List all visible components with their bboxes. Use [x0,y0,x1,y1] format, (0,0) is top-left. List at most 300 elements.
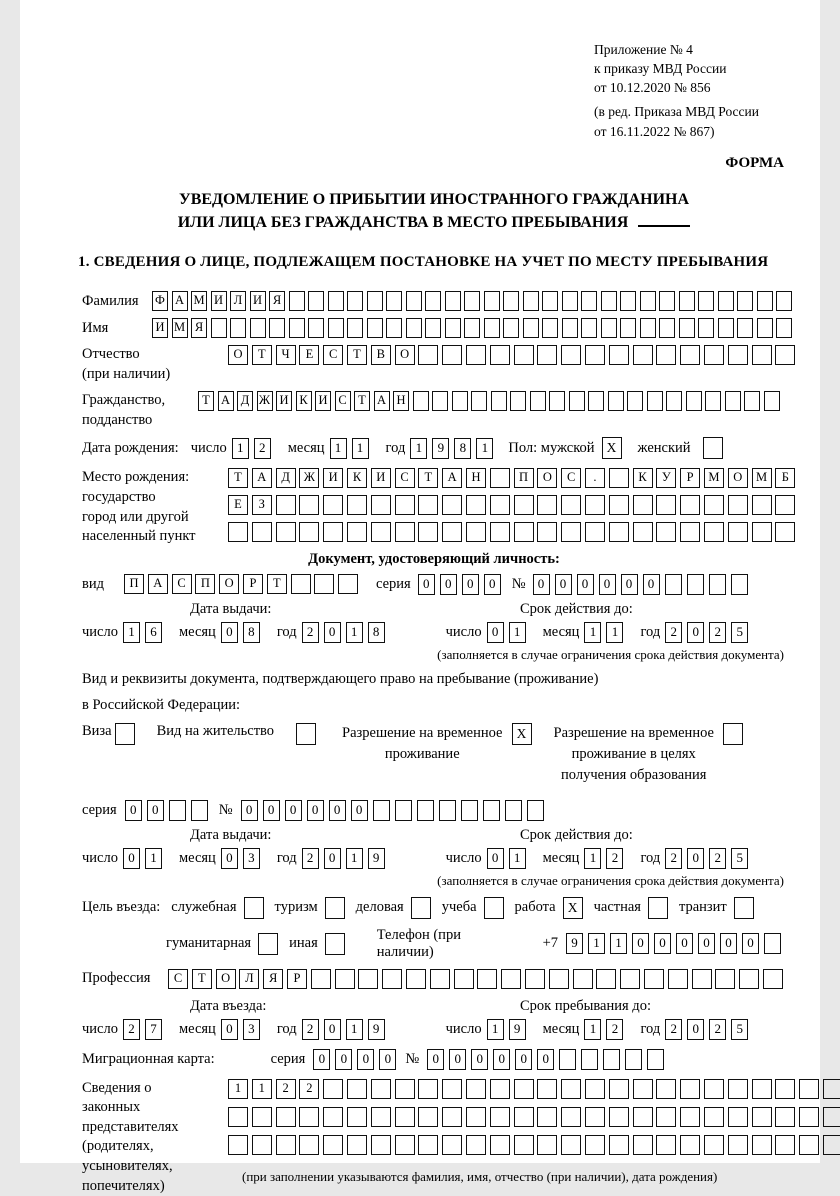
char-cell[interactable]: 1 [487,1019,504,1040]
char-cell[interactable] [406,969,426,989]
char-cell[interactable] [464,318,480,338]
char-cell[interactable] [752,1107,772,1127]
char-cell[interactable] [679,291,695,311]
char-cell[interactable]: В [371,345,391,365]
char-cell[interactable]: С [395,468,415,488]
char-cell[interactable]: 1 [606,622,623,643]
char-cell[interactable] [569,391,585,411]
char-cell[interactable] [413,391,429,411]
char-cell[interactable]: 2 [665,622,682,643]
temp-permit-checkbox[interactable]: X [512,723,532,745]
char-cell[interactable]: 7 [145,1019,162,1040]
char-cell[interactable] [585,1107,605,1127]
char-cell[interactable]: 8 [243,622,260,643]
char-cell[interactable] [633,522,653,542]
char-cell[interactable]: Д [276,468,296,488]
char-cell[interactable]: 1 [610,933,627,954]
char-cell[interactable] [537,1107,557,1127]
char-cell[interactable] [276,1135,296,1155]
char-cell[interactable] [371,522,391,542]
char-cell[interactable] [490,1079,510,1099]
char-cell[interactable] [491,391,507,411]
char-cell[interactable] [633,495,653,515]
char-cell[interactable] [705,391,721,411]
char-cell[interactable]: 1 [476,438,493,459]
char-cell[interactable] [537,1079,557,1099]
char-cell[interactable]: 2 [606,848,623,869]
char-cell[interactable] [668,969,688,989]
char-cell[interactable] [775,495,795,515]
char-cell[interactable]: А [148,574,168,594]
char-cell[interactable] [371,1107,391,1127]
char-cell[interactable]: И [152,318,168,338]
char-cell[interactable] [698,318,714,338]
char-cell[interactable]: 0 [221,848,238,869]
char-cell[interactable] [752,522,772,542]
char-cell[interactable] [323,1135,343,1155]
char-cell[interactable] [585,495,605,515]
char-cell[interactable] [752,1135,772,1155]
char-cell[interactable]: Ч [276,345,296,365]
char-cell[interactable] [609,495,629,515]
char-cell[interactable] [395,495,415,515]
char-cell[interactable] [585,345,605,365]
char-cell[interactable]: 5 [731,848,748,869]
char-cell[interactable] [608,391,624,411]
char-cell[interactable] [514,495,534,515]
char-cell[interactable] [744,391,760,411]
char-cell[interactable]: 3 [243,1019,260,1040]
char-cell[interactable] [799,1135,819,1155]
char-cell[interactable] [418,345,438,365]
char-cell[interactable] [228,522,248,542]
char-cell[interactable]: С [168,969,188,989]
edu-permit-checkbox[interactable] [723,723,743,745]
char-cell[interactable]: А [374,391,390,411]
char-cell[interactable]: 1 [123,622,140,643]
char-cell[interactable]: 0 [285,800,302,821]
char-cell[interactable]: Д [237,391,253,411]
char-cell[interactable] [466,522,486,542]
char-cell[interactable] [371,495,391,515]
char-cell[interactable] [728,495,748,515]
char-cell[interactable] [656,345,676,365]
char-cell[interactable] [269,318,285,338]
char-cell[interactable] [609,1107,629,1127]
char-cell[interactable] [442,495,462,515]
char-cell[interactable] [503,291,519,311]
char-cell[interactable] [561,522,581,542]
char-cell[interactable]: Т [252,345,272,365]
char-cell[interactable]: 5 [731,1019,748,1040]
char-cell[interactable] [562,318,578,338]
char-cell[interactable] [775,345,795,365]
char-cell[interactable] [776,291,792,311]
char-cell[interactable] [454,969,474,989]
char-cell[interactable]: 0 [493,1049,510,1070]
char-cell[interactable]: С [561,468,581,488]
char-cell[interactable] [757,318,773,338]
char-cell[interactable]: 0 [555,574,572,595]
char-cell[interactable] [466,495,486,515]
char-cell[interactable] [252,1135,272,1155]
char-cell[interactable] [581,291,597,311]
char-cell[interactable]: 0 [335,1049,352,1070]
char-cell[interactable]: 0 [643,574,660,595]
char-cell[interactable] [276,522,296,542]
char-cell[interactable] [418,1107,438,1127]
char-cell[interactable]: 9 [432,438,449,459]
char-cell[interactable] [347,1107,367,1127]
purpose-humanitarian-checkbox[interactable] [258,933,278,955]
char-cell[interactable] [737,291,753,311]
char-cell[interactable] [430,969,450,989]
char-cell[interactable] [228,1107,248,1127]
char-cell[interactable] [347,1079,367,1099]
char-cell[interactable]: 1 [509,622,526,643]
char-cell[interactable]: 0 [471,1049,488,1070]
char-cell[interactable] [514,1079,534,1099]
char-cell[interactable]: К [347,468,367,488]
char-cell[interactable] [633,1079,653,1099]
char-cell[interactable]: Т [347,345,367,365]
char-cell[interactable] [335,969,355,989]
char-cell[interactable] [347,522,367,542]
char-cell[interactable] [731,574,748,595]
char-cell[interactable]: 0 [742,933,759,954]
char-cell[interactable]: 2 [276,1079,296,1099]
char-cell[interactable]: 1 [584,1019,601,1040]
char-cell[interactable] [276,495,296,515]
char-cell[interactable] [418,495,438,515]
char-cell[interactable] [718,291,734,311]
char-cell[interactable]: 0 [313,1049,330,1070]
char-cell[interactable] [442,1107,462,1127]
char-cell[interactable] [501,969,521,989]
char-cell[interactable]: 3 [243,848,260,869]
char-cell[interactable] [609,1079,629,1099]
char-cell[interactable] [737,318,753,338]
char-cell[interactable] [386,318,402,338]
char-cell[interactable] [323,1107,343,1127]
char-cell[interactable]: Я [263,969,283,989]
char-cell[interactable]: Б [775,468,795,488]
char-cell[interactable]: 1 [232,438,249,459]
char-cell[interactable]: 0 [147,800,164,821]
char-cell[interactable] [620,969,640,989]
char-cell[interactable]: 0 [687,1019,704,1040]
char-cell[interactable]: У [656,468,676,488]
char-cell[interactable]: 0 [698,933,715,954]
char-cell[interactable] [527,800,544,821]
char-cell[interactable] [490,1135,510,1155]
char-cell[interactable] [211,318,227,338]
char-cell[interactable]: Е [228,495,248,515]
purpose-work-checkbox[interactable]: X [563,897,583,919]
char-cell[interactable]: 9 [509,1019,526,1040]
char-cell[interactable] [581,318,597,338]
char-cell[interactable] [549,391,565,411]
char-cell[interactable] [725,391,741,411]
char-cell[interactable]: Я [269,291,285,311]
char-cell[interactable]: 0 [307,800,324,821]
char-cell[interactable] [523,291,539,311]
char-cell[interactable]: М [191,291,207,311]
char-cell[interactable] [752,345,772,365]
char-cell[interactable]: 2 [302,848,319,869]
char-cell[interactable] [530,391,546,411]
sex-male-checkbox[interactable]: X [602,437,622,459]
char-cell[interactable]: 2 [606,1019,623,1040]
char-cell[interactable] [308,318,324,338]
purpose-private-checkbox[interactable] [648,897,668,919]
char-cell[interactable] [757,291,773,311]
char-cell[interactable]: П [514,468,534,488]
char-cell[interactable] [466,1107,486,1127]
char-cell[interactable] [609,522,629,542]
char-cell[interactable] [425,291,441,311]
char-cell[interactable]: О [728,468,748,488]
char-cell[interactable]: 0 [123,848,140,869]
visa-checkbox[interactable] [115,723,135,745]
char-cell[interactable] [505,800,522,821]
char-cell[interactable] [775,1079,795,1099]
char-cell[interactable] [656,495,676,515]
char-cell[interactable] [764,933,781,954]
purpose-commercial-checkbox[interactable] [411,897,431,919]
char-cell[interactable] [442,1135,462,1155]
char-cell[interactable]: А [252,468,272,488]
char-cell[interactable]: 0 [263,800,280,821]
purpose-tourism-checkbox[interactable] [325,897,345,919]
char-cell[interactable]: 0 [515,1049,532,1070]
char-cell[interactable] [728,1135,748,1155]
char-cell[interactable] [490,468,510,488]
char-cell[interactable] [799,1079,819,1099]
char-cell[interactable] [347,1135,367,1155]
char-cell[interactable]: 2 [709,848,726,869]
char-cell[interactable] [417,800,434,821]
char-cell[interactable]: 0 [676,933,693,954]
char-cell[interactable]: М [752,468,772,488]
char-cell[interactable] [514,1107,534,1127]
char-cell[interactable]: 0 [379,1049,396,1070]
char-cell[interactable] [442,522,462,542]
char-cell[interactable]: О [219,574,239,594]
char-cell[interactable]: 0 [324,848,341,869]
char-cell[interactable]: 0 [440,574,457,595]
char-cell[interactable] [609,1135,629,1155]
char-cell[interactable] [715,969,735,989]
char-cell[interactable] [471,391,487,411]
char-cell[interactable] [299,1135,319,1155]
char-cell[interactable]: 2 [302,622,319,643]
char-cell[interactable]: 1 [509,848,526,869]
char-cell[interactable]: И [250,291,266,311]
char-cell[interactable] [620,318,636,338]
char-cell[interactable] [358,969,378,989]
char-cell[interactable] [656,1107,676,1127]
char-cell[interactable]: 1 [346,848,363,869]
char-cell[interactable]: 0 [577,574,594,595]
char-cell[interactable] [704,345,724,365]
char-cell[interactable]: Т [267,574,287,594]
char-cell[interactable]: П [195,574,215,594]
char-cell[interactable] [775,1107,795,1127]
char-cell[interactable] [680,1107,700,1127]
char-cell[interactable]: 0 [221,622,238,643]
char-cell[interactable] [620,291,636,311]
char-cell[interactable]: З [252,495,272,515]
char-cell[interactable] [728,345,748,365]
char-cell[interactable] [466,345,486,365]
char-cell[interactable] [299,1107,319,1127]
char-cell[interactable]: С [323,345,343,365]
char-cell[interactable] [484,291,500,311]
char-cell[interactable] [603,1049,620,1070]
char-cell[interactable]: 2 [302,1019,319,1040]
char-cell[interactable] [609,345,629,365]
char-cell[interactable]: 0 [621,574,638,595]
char-cell[interactable] [561,1135,581,1155]
char-cell[interactable] [323,495,343,515]
char-cell[interactable]: 0 [487,848,504,869]
char-cell[interactable]: Л [230,291,246,311]
char-cell[interactable]: 2 [123,1019,140,1040]
char-cell[interactable] [656,522,676,542]
char-cell[interactable] [659,291,675,311]
sex-female-checkbox[interactable] [703,437,723,459]
char-cell[interactable] [308,291,324,311]
char-cell[interactable] [382,969,402,989]
char-cell[interactable] [640,318,656,338]
char-cell[interactable] [323,1079,343,1099]
char-cell[interactable]: О [537,468,557,488]
char-cell[interactable] [537,345,557,365]
char-cell[interactable] [514,345,534,365]
char-cell[interactable] [418,1135,438,1155]
char-cell[interactable] [490,1107,510,1127]
char-cell[interactable] [692,969,712,989]
char-cell[interactable]: 9 [566,933,583,954]
char-cell[interactable]: 0 [720,933,737,954]
char-cell[interactable] [228,1135,248,1155]
char-cell[interactable] [299,495,319,515]
char-cell[interactable] [823,1107,840,1127]
char-cell[interactable] [656,1079,676,1099]
char-cell[interactable] [728,1107,748,1127]
char-cell[interactable] [687,574,704,595]
char-cell[interactable] [647,1049,664,1070]
char-cell[interactable]: 0 [221,1019,238,1040]
char-cell[interactable] [679,318,695,338]
char-cell[interactable]: Н [393,391,409,411]
char-cell[interactable] [490,522,510,542]
char-cell[interactable] [609,468,629,488]
char-cell[interactable] [490,495,510,515]
char-cell[interactable]: Р [287,969,307,989]
char-cell[interactable] [680,495,700,515]
char-cell[interactable]: О [216,969,236,989]
char-cell[interactable] [647,391,663,411]
char-cell[interactable]: 0 [654,933,671,954]
char-cell[interactable] [395,800,412,821]
char-cell[interactable] [395,522,415,542]
char-cell[interactable] [432,391,448,411]
char-cell[interactable]: 0 [537,1049,554,1070]
char-cell[interactable]: О [395,345,415,365]
char-cell[interactable]: П [124,574,144,594]
char-cell[interactable]: Л [239,969,259,989]
char-cell[interactable]: М [172,318,188,338]
char-cell[interactable] [445,318,461,338]
char-cell[interactable] [395,1079,415,1099]
char-cell[interactable] [698,291,714,311]
char-cell[interactable] [704,1079,724,1099]
char-cell[interactable] [442,345,462,365]
char-cell[interactable]: Ж [299,468,319,488]
char-cell[interactable]: 5 [731,622,748,643]
char-cell[interactable] [561,1107,581,1127]
char-cell[interactable]: Т [228,468,248,488]
char-cell[interactable]: 1 [330,438,347,459]
char-cell[interactable]: А [218,391,234,411]
purpose-study-checkbox[interactable] [484,897,504,919]
char-cell[interactable]: Т [418,468,438,488]
char-cell[interactable] [323,522,343,542]
char-cell[interactable] [514,1135,534,1155]
char-cell[interactable]: 0 [351,800,368,821]
char-cell[interactable] [585,1135,605,1155]
char-cell[interactable] [561,345,581,365]
char-cell[interactable] [252,1107,272,1127]
char-cell[interactable] [739,969,759,989]
char-cell[interactable] [704,522,724,542]
char-cell[interactable] [418,522,438,542]
char-cell[interactable] [442,1079,462,1099]
char-cell[interactable] [461,800,478,821]
char-cell[interactable] [799,1107,819,1127]
char-cell[interactable] [395,1135,415,1155]
char-cell[interactable] [562,291,578,311]
char-cell[interactable] [659,318,675,338]
char-cell[interactable] [561,1079,581,1099]
char-cell[interactable]: 0 [487,622,504,643]
char-cell[interactable]: К [296,391,312,411]
char-cell[interactable]: 9 [368,848,385,869]
char-cell[interactable] [728,1079,748,1099]
char-cell[interactable]: . [585,468,605,488]
char-cell[interactable] [704,1135,724,1155]
char-cell[interactable] [395,1107,415,1127]
char-cell[interactable]: Н [466,468,486,488]
residence-permit-checkbox[interactable] [296,723,316,745]
char-cell[interactable] [680,345,700,365]
char-cell[interactable]: И [276,391,292,411]
char-cell[interactable] [291,574,311,594]
char-cell[interactable] [823,1079,840,1099]
char-cell[interactable] [466,1135,486,1155]
char-cell[interactable] [338,574,358,594]
char-cell[interactable] [666,391,682,411]
char-cell[interactable] [230,318,246,338]
char-cell[interactable] [752,495,772,515]
char-cell[interactable] [483,800,500,821]
char-cell[interactable] [510,391,526,411]
char-cell[interactable]: 0 [329,800,346,821]
char-cell[interactable] [680,1079,700,1099]
char-cell[interactable] [665,574,682,595]
